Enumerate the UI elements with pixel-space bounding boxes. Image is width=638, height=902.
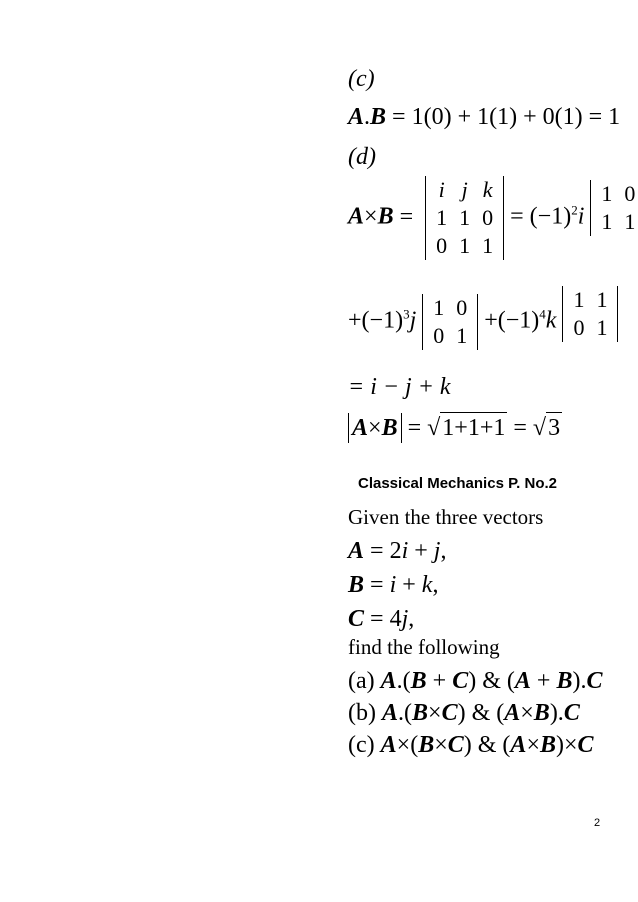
expansion-terms: $+(-1)^3j$ 1 0 0 1 $+(-1)^4k$ 1 1 0 1	[348, 294, 618, 350]
cross-product-magnitude: A×B = √1+1+1 = √3	[348, 412, 562, 443]
minor-1: 1 0 1 1	[590, 180, 638, 236]
minor-3: 1 1 0 1	[562, 286, 618, 342]
vector-a-definition: A = 2i + j,	[348, 538, 447, 564]
cross-product-determinant: A×B = i j k 1 1 0 0 1 1 = $(-1)^2i$ 1 0 1 1	[348, 176, 638, 260]
find-text: find the following	[348, 635, 500, 659]
matrix-3x3: i j k 1 1 0 0 1 1	[425, 176, 504, 260]
cross-product-result: = i − j + k	[348, 374, 451, 400]
vector-c-definition: C = 4j,	[348, 606, 415, 632]
problem-item-b: (b) A.(B×C) & (A×B).C	[348, 700, 580, 726]
vector-b-definition: B = i + k,	[348, 572, 439, 598]
page-number: 2	[594, 817, 601, 829]
section-title: Classical Mechanics P. No.2	[358, 475, 557, 492]
part-c-equation: A.B = 1(0) + 1(1) + 0(1) = 1	[348, 104, 621, 130]
problem-intro: Given the three vectors	[348, 505, 544, 529]
problem-item-a: (a) A.(B + C) & (A + B).C	[348, 668, 603, 694]
problem-item-c: (c) A×(B×C) & (A×B)×C	[348, 732, 594, 758]
part-c-label: (c)	[348, 66, 375, 92]
minor-2: 1 0 0 1	[422, 294, 478, 350]
part-d-label: (d)	[348, 144, 376, 170]
